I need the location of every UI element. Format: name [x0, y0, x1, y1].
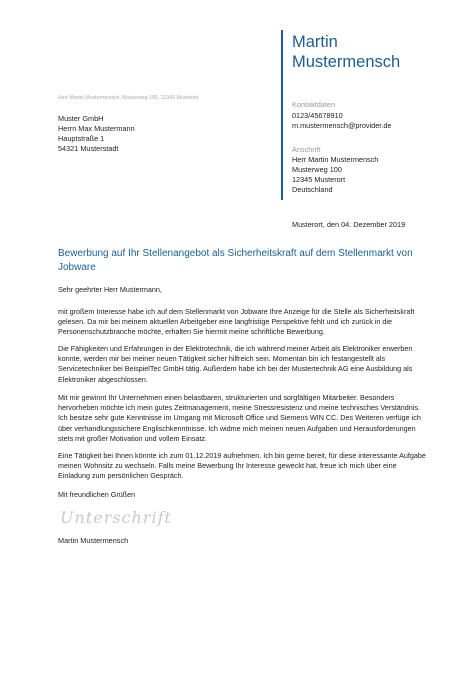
- contact-block: [292, 100, 391, 131]
- address-block: [292, 145, 378, 195]
- signature-placeholder: Unterschrift: [60, 508, 172, 527]
- recipient-address: [58, 114, 135, 154]
- paragraph-1: mit großem Interesse habe ich auf dem Stellenmarkt von Jobware Ihre Anzeige für die Stelle als Sicherheitskraft gelesen. Da mir bei meinem aktuellen Arbeitgeber eine langfristige Perspektive fehlt und ich zurück in die Personenschutzbranche möchte, erhalten Sie hiermit meine schriftliche Bewerbung.: [58, 307, 415, 337]
- address-heading: Anschrift: [292, 145, 321, 154]
- applicant-name: [292, 32, 400, 72]
- recipient-company: Muster GmbH: [58, 114, 104, 123]
- recipient-contact: Herrn Max Mustermann: [58, 124, 135, 133]
- signed-name: Martin Mustermensch: [58, 536, 129, 545]
- address-city: 12345 Musterort: [292, 175, 346, 184]
- letter-subject: Bewerbung auf Ihr Stellenangebot als Sicherheitskraft auf dem Stellenmarkt von Jobware: [58, 248, 413, 273]
- closing: Mit freundlichen Grüßen: [58, 490, 136, 499]
- accent-divider-line: [281, 30, 283, 200]
- contact-phone: 0123/45678910: [292, 111, 343, 120]
- contact-email: m.mustermensch@provider.de: [292, 121, 392, 130]
- salutation: Sehr geehrter Herr Mustermann,: [58, 285, 162, 294]
- address-name: Herr Martin Mustermensch: [292, 155, 379, 164]
- paragraph-4: Eine Tätigkeit bei Ihnen könnte ich zum 01.12.2019 aufnehmen. Ich bin gerne bereit, für diese interessante Aufgabe meinen Wohnsitz zu wechseln. Falls meine Bewerbung Ihr Interesse geweckt hat, freue ich mich über eine Einladung zum persönlichen Gespräch.: [58, 451, 426, 481]
- applicant-last-name: Mustermensch: [292, 53, 401, 71]
- sender-return-address: Herr Martin Mustermensch, Musterweg 100, 12345 Musterort: [58, 95, 199, 101]
- applicant-first-name: Martin: [292, 33, 338, 51]
- date-line: Musterort, den 04. Dezember 2019: [292, 220, 406, 229]
- paragraph-2: Die Fähigkeiten und Erfahrungen in der Elektrotechnik, die ich während meiner Arbeit als Elektroniker erwerben konnte, werden mir bei meiner neuen Tätigkeit sicher hilfreich sein. Momentan bin ich festangestellt als Servicetechniker bei BeispielTec GmbH tätig. Außerdem habe ich bei der Mustertechnik AG eine Ausbildung als Elektroniker abgeschlossen.: [58, 344, 413, 384]
- address-street: Musterweg 100: [292, 165, 342, 174]
- recipient-street: Hauptstraße 1: [58, 134, 105, 143]
- paragraph-3: Mit mir gewinnt Ihr Unternehmen einen belastbaren, strukturierten und sorgfältigen Mitarbeiter. Besonders hervorheben möchte ich mein gutes Zeitmanagement, meine Stressresistenz und meine technisches Verständnis. Ich besitze sehr gute Kenntnisse im Umgang mit Microsoft Office und Siemens WIN CC. Des Weiteren verfüge ich über verhandlungssichere Englischkenntnisse. Ich widme mich meinen neuen Aufgaben und Herausforderungen stets mit großer Motivation und vollem Einsatz.: [58, 393, 421, 443]
- recipient-city: 54321 Musterstadt: [58, 144, 119, 153]
- address-country: Deutschland: [292, 185, 333, 194]
- contact-heading: Kontaktdaten: [292, 100, 336, 109]
